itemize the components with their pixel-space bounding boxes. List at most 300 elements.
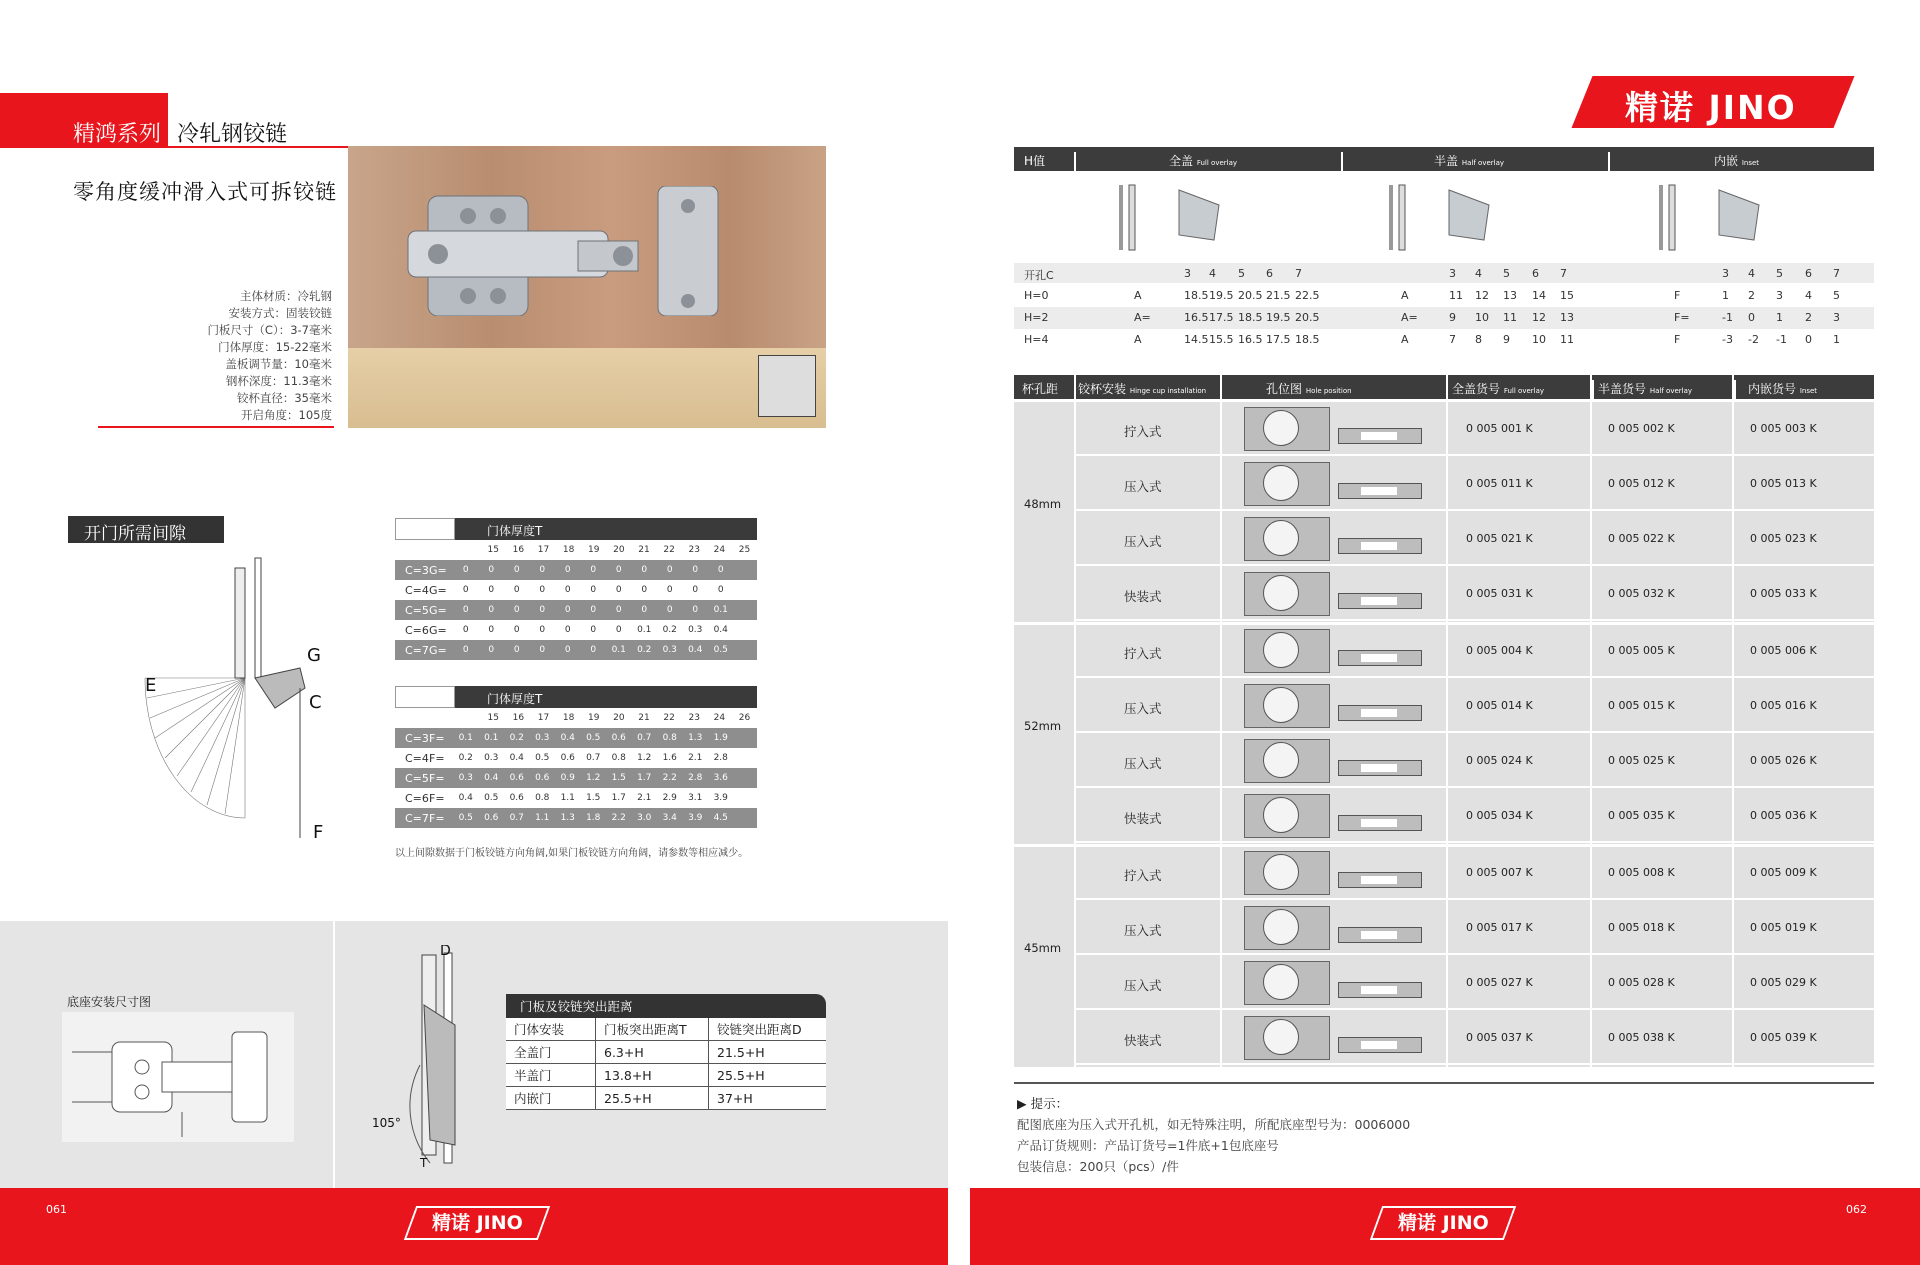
table-row	[395, 748, 757, 768]
table-cell: 0	[564, 585, 571, 595]
group-full: 全盖 Full overlay	[1169, 154, 1238, 168]
page-number: 062	[1846, 1203, 1867, 1216]
table-cell: 3.4	[662, 813, 677, 823]
left-page	[0, 0, 948, 1265]
header-install: 铰杯安装 Hinge cup installation	[1078, 382, 1207, 396]
tips-line: 产品订货规则：产品订货号=1件底+1包底座号	[1017, 1138, 1279, 1153]
install-type: 拧入式	[1124, 646, 1162, 661]
row-key: F=	[429, 771, 445, 785]
article-number: 0 005 021 K	[1466, 532, 1533, 545]
table-cell: 1.6	[662, 753, 677, 763]
c-value: 4	[1209, 267, 1216, 280]
table-cell: 0	[590, 565, 597, 575]
base-plate-diagram	[1338, 538, 1422, 554]
product-photo	[348, 146, 826, 428]
install-type: 快装式	[1124, 811, 1162, 826]
col-label: 25	[738, 545, 751, 555]
product-row	[1076, 789, 1874, 843]
table-cell: 0	[590, 585, 597, 595]
table-cell: 0	[488, 645, 495, 655]
table-cell: 0.2	[509, 733, 524, 743]
product-row	[1076, 624, 1874, 678]
table-cell: 21.5+H	[717, 1044, 765, 1060]
article-number: 0 005 015 K	[1608, 699, 1675, 712]
base-plate-diagram	[1338, 705, 1422, 721]
article-number: 0 005 031 K	[1466, 587, 1533, 600]
spec-divider	[98, 426, 334, 428]
table-cell: 0.5	[713, 645, 728, 655]
col-label: 22	[663, 713, 675, 723]
row-key: F	[1674, 333, 1681, 346]
cup-hole	[1263, 632, 1299, 668]
table-cell: 15	[1560, 289, 1574, 302]
article-number: 0 005 035 K	[1608, 809, 1675, 822]
header-full: 全盖货号 Full overlay	[1452, 382, 1545, 396]
row-c-label: C=3	[405, 563, 429, 577]
base-slot	[1361, 654, 1397, 662]
row-key: F=	[429, 731, 445, 745]
c-value: 6	[1532, 267, 1539, 280]
product-table-header	[1014, 375, 1874, 399]
table-cell: 0	[462, 625, 469, 635]
table-cell: 3.0	[637, 813, 652, 823]
hole-diagram	[1244, 851, 1330, 895]
spec-list	[180, 288, 332, 424]
cup-hole	[1263, 410, 1299, 446]
header-half: 半盖货号 Half overlay	[1598, 382, 1693, 396]
tips-section	[1017, 1093, 1410, 1177]
col-label: 18	[562, 713, 575, 723]
table-cell: 1.7	[611, 793, 626, 803]
table-cell: 1.2	[637, 753, 652, 763]
table-cell: 0.8	[611, 753, 626, 763]
install-type: 压入式	[1124, 479, 1162, 494]
cup-hole	[1263, 964, 1299, 1000]
label-c: C	[309, 692, 322, 713]
label-f: F	[313, 822, 324, 843]
base-slot	[1361, 986, 1397, 994]
table-cell: 0.6	[509, 773, 524, 783]
table-cell: 1	[1833, 333, 1840, 346]
table-cell: 19.5	[1209, 289, 1234, 302]
table-header-row	[506, 1018, 826, 1041]
base-plate-diagram	[1338, 428, 1422, 444]
table-cell: 0	[488, 565, 495, 575]
table-cell: 13	[1560, 311, 1574, 324]
table-cell: 0.6	[535, 773, 550, 783]
col-label: 18	[562, 545, 575, 555]
table-row	[395, 580, 757, 600]
install-type: 拧入式	[1124, 868, 1162, 883]
table-cell: 17.5	[1209, 311, 1234, 324]
article-number: 0 005 025 K	[1608, 754, 1675, 767]
brand-logo: 精诺 JINO	[1625, 88, 1797, 127]
half-overlay-image	[1379, 180, 1499, 255]
spec-item: 铰杯直径：35毫米	[236, 391, 332, 405]
label-angle: 105°	[372, 1116, 401, 1130]
protrusion-table	[506, 994, 826, 1110]
article-number: 0 005 032 K	[1608, 587, 1675, 600]
gap-footnote: 以上间隙数据于门板铰链方向角阔,如果门板铰链方向角阔，请参数等相应减少。	[395, 848, 749, 859]
col-label: 19	[588, 545, 600, 555]
table-cell: 0	[717, 565, 724, 575]
h-label: H=0	[1024, 289, 1049, 302]
table-cell: 0.4	[688, 645, 703, 655]
table-cell: 0	[666, 585, 673, 595]
table-cell: 2	[1748, 289, 1755, 302]
article-number: 0 005 003 K	[1750, 422, 1817, 435]
base-slot	[1361, 542, 1397, 550]
table-cell: 0.5	[535, 753, 550, 763]
table-row	[395, 620, 757, 640]
article-number: 0 005 022 K	[1608, 532, 1675, 545]
table-cell: 0	[564, 605, 571, 615]
table-cell: -2	[1748, 333, 1759, 346]
label-g: G	[307, 645, 321, 666]
article-number: 0 005 033 K	[1750, 587, 1817, 600]
article-number: 0 005 007 K	[1466, 866, 1533, 879]
article-number: 0 005 008 K	[1608, 866, 1675, 879]
h-label: H=4	[1024, 333, 1049, 346]
table-cell: 3.1	[688, 793, 703, 803]
base-diagram-title: 底座安装尺寸图	[67, 995, 152, 1009]
article-number: 0 005 011 K	[1466, 477, 1533, 490]
table-row	[506, 1087, 826, 1110]
table-cell: 7	[1449, 333, 1456, 346]
table-cell: 11	[1560, 333, 1574, 346]
distance-label: 52mm	[1024, 719, 1062, 733]
table-cell: 0.2	[637, 645, 652, 655]
table-cell: 14	[1532, 289, 1546, 302]
table-row	[395, 600, 757, 620]
photo-shelf	[348, 348, 826, 428]
table-cell: 1.5	[611, 773, 626, 783]
table-cell: 0.1	[713, 605, 728, 615]
table-cell: 8	[1475, 333, 1482, 346]
footer-logo-text: 精诺 JINO	[431, 1212, 523, 1234]
table-cell: 0	[564, 565, 571, 575]
table-cell: 2.8	[688, 773, 703, 783]
table-cell: 0	[513, 645, 520, 655]
cup-hole	[1263, 742, 1299, 778]
table-cell: 4.5	[713, 813, 728, 823]
table-cell: 2.2	[611, 813, 626, 823]
footer-logo	[404, 1206, 550, 1240]
c-value: 3	[1184, 267, 1191, 280]
base-plate-diagram	[1338, 815, 1422, 831]
inset-image	[1649, 180, 1769, 255]
tips-divider	[1014, 1082, 1874, 1084]
table-cell: 0	[666, 565, 673, 575]
gap-section-title: 开门所需间隙	[68, 516, 224, 543]
table-cell: 0	[539, 645, 546, 655]
table-cell: 0.6	[611, 733, 626, 743]
hole-diagram	[1244, 794, 1330, 838]
install-type: 压入式	[1124, 534, 1162, 549]
table-cell: 0.5	[484, 793, 499, 803]
article-number: 0 005 026 K	[1750, 754, 1817, 767]
page-number: 061	[46, 1203, 67, 1216]
label-t: T	[420, 1156, 428, 1167]
row-c-label: C=5	[405, 771, 429, 785]
row-c-label: C=5	[405, 603, 429, 617]
h-row	[1014, 307, 1874, 329]
table-cell: 11	[1503, 311, 1517, 324]
table-cell: 9	[1449, 311, 1456, 324]
article-number: 0 005 028 K	[1608, 976, 1675, 989]
article-number: 0 005 037 K	[1466, 1031, 1533, 1044]
base-plate-diagram	[1338, 593, 1422, 609]
row-key: F=	[429, 811, 445, 825]
row-key: G=	[429, 623, 447, 637]
table-cell: 0	[513, 605, 520, 615]
table-cell: 0	[462, 585, 469, 595]
table-cell: 0.1	[458, 733, 473, 743]
c-values-row	[1014, 263, 1874, 285]
table-cell: 0	[1805, 333, 1812, 346]
hinge-image	[378, 186, 738, 316]
table-cell: 1.3	[560, 813, 575, 823]
spec-item: 钢杯深度：11.3毫米	[225, 374, 332, 388]
table-cell: 13	[1503, 289, 1517, 302]
row-c-label: C=4	[405, 583, 429, 597]
table-cell: 1.2	[586, 773, 601, 783]
table-cell: 18.5	[1295, 333, 1320, 346]
article-number: 0 005 027 K	[1466, 976, 1533, 989]
table-cell: 0.5	[458, 813, 473, 823]
c-value: 3	[1449, 267, 1456, 280]
row-key: F=	[1674, 311, 1690, 324]
table-row	[506, 1041, 826, 1064]
row-c-label: C=6	[405, 623, 429, 637]
table-cell: 3	[1776, 289, 1783, 302]
col-label: 17	[537, 545, 550, 555]
table-cell: 3	[1833, 311, 1840, 324]
col-label: 20	[613, 545, 625, 555]
photo-inset	[758, 355, 816, 417]
install-type: 压入式	[1124, 923, 1162, 938]
table-cell: 0	[692, 585, 699, 595]
base-plate-diagram	[1338, 927, 1422, 943]
table-cell: 0.8	[535, 793, 550, 803]
hole-c-label: 开孔C	[1024, 269, 1054, 282]
table-cell: 0	[615, 625, 622, 635]
table-cell: 0.7	[509, 813, 524, 823]
table-cell: 16.5	[1184, 311, 1209, 324]
product-row	[1076, 901, 1874, 955]
tips-title: ▶ 提示：	[1017, 1096, 1069, 1111]
table-cell: -3	[1722, 333, 1733, 346]
label-e: E	[145, 675, 157, 696]
article-number: 0 005 005 K	[1608, 644, 1675, 657]
spec-item: 安装方式：固装铰链	[228, 306, 332, 320]
table-cell: 0.6	[484, 813, 499, 823]
base-plate-diagram	[1338, 760, 1422, 776]
table-cell: 1.8	[586, 813, 601, 823]
table-cell: 25.5+H	[596, 1087, 709, 1110]
product-row	[1076, 734, 1874, 788]
table-cell: 0	[488, 625, 495, 635]
base-slot	[1361, 819, 1397, 827]
product-row	[1076, 567, 1874, 621]
cup-hole	[1263, 909, 1299, 945]
table-cell: 0	[564, 625, 571, 635]
table-cell: 0.3	[458, 773, 473, 783]
table-row	[506, 1064, 826, 1087]
group-inset: 内嵌 Inset	[1714, 154, 1760, 168]
table-cell: 16.5	[1238, 333, 1263, 346]
overlay-table-header	[1014, 147, 1874, 171]
col-label: 23	[688, 713, 700, 723]
table-cell: 1.1	[535, 813, 550, 823]
cup-hole	[1263, 1019, 1299, 1055]
table-cell: 0.3	[535, 733, 550, 743]
table-cell: 0	[539, 625, 546, 635]
table-cell: 0.8	[662, 733, 677, 743]
c-value: 3	[1722, 267, 1729, 280]
base-slot	[1361, 764, 1397, 772]
col-label: 16	[512, 545, 525, 555]
row-key: A	[1401, 333, 1409, 346]
table-cell: 0	[692, 565, 699, 575]
clearance-diagram	[125, 548, 355, 843]
col-label: 21	[638, 545, 650, 555]
protrusion-title: 门板及铰链突出距离	[506, 994, 826, 1018]
table-cell: 0	[717, 585, 724, 595]
h-row	[1014, 329, 1874, 351]
article-number: 0 005 006 K	[1750, 644, 1817, 657]
table-cell: 1.3	[688, 733, 703, 743]
hole-diagram	[1244, 1016, 1330, 1060]
table-cell: 0	[539, 565, 546, 575]
article-number: 0 005 001 K	[1466, 422, 1533, 435]
c-value: 6	[1266, 267, 1273, 280]
row-key: G=	[429, 583, 447, 597]
cup-hole	[1263, 520, 1299, 556]
table-cell: 0	[615, 565, 622, 575]
table-header-label: 门体厚度T	[487, 692, 543, 706]
table-cell: 2.2	[662, 773, 677, 783]
table-cell: 20.5	[1295, 311, 1320, 324]
spec-item: 盖板调节量：10毫米	[225, 357, 332, 371]
article-number: 0 005 034 K	[1466, 809, 1533, 822]
table-cell: 0.3	[688, 625, 703, 635]
product-row	[1076, 512, 1874, 566]
article-number: 0 005 018 K	[1608, 921, 1675, 934]
spec-item: 门板尺寸（C）：3-7毫米	[207, 323, 332, 337]
table-cell: 19.5	[1266, 311, 1291, 324]
c-value: 6	[1805, 267, 1812, 280]
article-number: 0 005 024 K	[1466, 754, 1533, 767]
table-cell: 20.5	[1238, 289, 1263, 302]
c-value: 7	[1560, 267, 1567, 280]
row-c-label: C=6	[405, 791, 429, 805]
article-number: 0 005 004 K	[1466, 644, 1533, 657]
article-number: 0 005 009 K	[1750, 866, 1817, 879]
table-cell: 13.8+H	[596, 1064, 709, 1087]
row-key: A	[1401, 289, 1409, 302]
row-key: A	[1134, 333, 1142, 346]
table-cell: 0.6	[560, 753, 575, 763]
article-number: 0 005 029 K	[1750, 976, 1817, 989]
table-cell: 1.7	[637, 773, 652, 783]
table-cell: 1.9	[713, 733, 728, 743]
table-cell: 0.7	[637, 733, 652, 743]
install-type: 拧入式	[1124, 424, 1162, 439]
table-cell: 0.4	[458, 793, 473, 803]
table-cell: 0	[641, 565, 648, 575]
hole-diagram	[1244, 906, 1330, 950]
col-label: 15	[487, 713, 499, 723]
c-value: 4	[1748, 267, 1755, 280]
table-cell: 2.8	[713, 753, 728, 763]
table-cell: 2.1	[637, 793, 652, 803]
table-cell: 0.9	[560, 773, 575, 783]
table-cell: 0	[590, 605, 597, 615]
c-value: 4	[1475, 267, 1482, 280]
header-hole: 孔位图 Hole position	[1266, 382, 1352, 396]
cup-hole	[1263, 687, 1299, 723]
row-key: G=	[429, 603, 447, 617]
row-c-label: C=7	[405, 643, 429, 657]
col-label: 21	[638, 713, 650, 723]
table-cell: 0.2	[662, 625, 677, 635]
table-cell: 2	[1805, 311, 1812, 324]
row-key: G=	[429, 563, 447, 577]
table-cell: 0	[462, 565, 469, 575]
hole-diagram	[1244, 961, 1330, 1005]
hole-diagram	[1244, 517, 1330, 561]
h-label: H=2	[1024, 311, 1049, 324]
table-cell: 3.9	[713, 793, 728, 803]
gap-table-f	[395, 686, 757, 828]
overlay-thumbnails	[1014, 172, 1874, 262]
table-cell: 4	[1805, 289, 1812, 302]
table-cell: 0	[615, 605, 622, 615]
table-cell: 9	[1503, 333, 1510, 346]
col-label: 20	[613, 713, 625, 723]
table-header-label: 门体厚度T	[487, 524, 543, 538]
distance-label: 48mm	[1024, 497, 1062, 511]
gap-table-g	[395, 518, 757, 660]
row-c-label: C=3	[405, 731, 429, 745]
article-number: 0 005 016 K	[1750, 699, 1817, 712]
footer-logo	[1370, 1206, 1516, 1240]
cup-hole	[1263, 465, 1299, 501]
base-plate-diagram	[1338, 650, 1422, 666]
hole-diagram	[1244, 629, 1330, 673]
table-cell: 0	[692, 605, 699, 615]
table-header	[395, 518, 757, 540]
table-cell: 0	[1748, 311, 1755, 324]
table-cell: 0.1	[484, 733, 499, 743]
article-number: 0 005 002 K	[1608, 422, 1675, 435]
col-label: 19	[588, 713, 600, 723]
col-label: 15	[487, 545, 499, 555]
base-slot	[1361, 597, 1397, 605]
table-cell: 10	[1475, 311, 1489, 324]
article-number: 0 005 039 K	[1750, 1031, 1817, 1044]
distance-label: 45mm	[1024, 941, 1062, 955]
install-type: 快装式	[1124, 589, 1162, 604]
table-col-labels	[395, 540, 757, 560]
table-cell: 15.5	[1209, 333, 1234, 346]
base-slot	[1361, 709, 1397, 717]
cup-hole	[1263, 797, 1299, 833]
col-label: 22	[663, 545, 675, 555]
table-cell: 0	[590, 625, 597, 635]
table-cell: 0.3	[662, 645, 677, 655]
